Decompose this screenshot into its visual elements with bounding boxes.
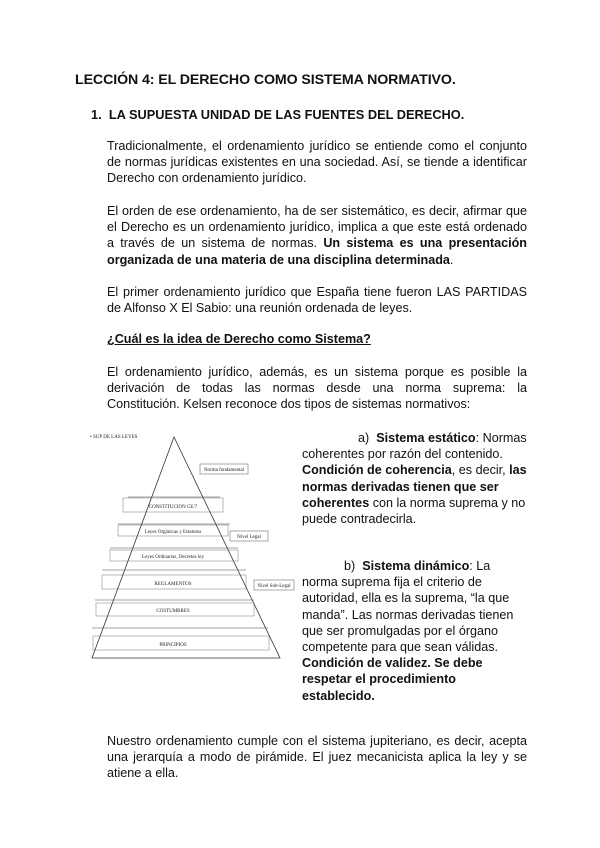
system-dynamic-term: Sistema dinámico <box>362 559 470 573</box>
system-static-t2: , es decir, <box>451 463 510 478</box>
paragraph-3 <box>75 284 527 316</box>
pyramid-level-3: Leyes Ordinarias, Decretos ley <box>142 555 204 560</box>
paragraph-5-text: Nuestro ordenamiento cumple con el sistema jupiteriano, es decir, acepta una jerarquía a modo de pirámide. El juez mecanicista aplica la ley y se atiene a ella. <box>107 734 527 781</box>
paragraph-2-bold: Un sistema es una presentación organizada de una materia de una disciplina determinada <box>107 236 527 267</box>
system-dynamic-b1: Condición de validez. Se debe respetar el procedimiento establecido. <box>302 656 483 703</box>
system-static-text <box>302 430 528 527</box>
system-static-term: Sistema estático <box>376 431 476 445</box>
side-label-1: Norma fundamental <box>203 468 245 473</box>
system-static-b1: Condición de coherencia <box>302 463 452 478</box>
pyramid-level-5: COSTUMBRES <box>156 609 190 614</box>
system-dynamic-t1: : La norma suprema fija el criterio de autoridad, ella es la suprema, “la que manda”. Las normas derivadas tienen que ser promulgadas por el órgano competente para que sean válidas. <box>302 559 514 655</box>
paragraph-1-text: Tradicionalmente, el ordenamiento jurídico se entiende como el conjunto de normas jurídicas existentes en una sociedad. Así, se tiende a identificar Derecho con ordenamiento jurídico. <box>107 139 527 186</box>
system-dynamic-item <box>302 558 528 704</box>
pyramid-level-2: Leyes Orgánicas y Estatutos <box>144 530 202 535</box>
question-heading: ¿Cuál es la idea de Derecho como Sistema? <box>107 332 371 346</box>
pyramid-level-1: CONSTITUCION CE/7 <box>148 505 198 510</box>
paragraph-2-end: . <box>449 252 454 267</box>
paragraph-2 <box>75 203 527 268</box>
paragraph-2-normal: El orden de ese ordenamiento, ha de ser sistemático, es decir, afirmar que el Derecho es un ordenamiento jurídico, implica a que este está ordenado a través de un sistema de normas. <box>107 204 527 251</box>
pyramid-outline <box>92 437 280 658</box>
pyramid-diagram <box>88 430 298 665</box>
section-heading <box>91 107 464 122</box>
system-static-t3: con la norma suprema y no puede contradecirla. <box>302 495 526 527</box>
side-label-2: Nivel Legal <box>237 535 261 540</box>
side-label-3: Nivel Sub-Legal <box>257 584 291 589</box>
system-static-marker: a) <box>358 431 370 445</box>
paragraph-5 <box>75 733 527 782</box>
pyramid-level-6: PRINCIPIOS <box>159 643 187 648</box>
system-dynamic-marker: b) <box>344 559 356 573</box>
system-static-item <box>302 430 528 527</box>
pyramid-level-4: REGLAMENTOS <box>154 582 192 587</box>
paragraph-4 <box>75 364 527 413</box>
paragraph-2-text <box>75 203 527 268</box>
paragraph-1 <box>75 138 527 187</box>
system-dynamic-text <box>302 558 528 704</box>
page-title: LECCIÓN 4: EL DERECHO COMO SISTEMA NORMATIVO. <box>75 72 456 88</box>
system-static-t1: : Normas coherentes por razón del contenido. <box>302 431 527 462</box>
paragraph-4-text: El ordenamiento jurídico, además, es un sistema porque es posible la derivación de todas las normas desde una norma suprema: la Constitución. Kelsen reconoce dos tipos de sistemas normativos: <box>107 365 527 412</box>
section-heading-text: LA SUPUESTA UNIDAD DE LAS FUENTES DEL DERECHO. <box>108 107 465 122</box>
paragraph-3-text: El primer ordenamiento jurídico que España tiene fueron LAS PARTIDAS de Alfonso X El Sabio: una reunión ordenada de leyes. <box>107 285 527 316</box>
section-number: 1. <box>91 107 102 122</box>
pyramid-top-label: • SUP DE LAS LEYES <box>90 435 138 440</box>
system-static-b2: las normas derivadas tienen que ser coherentes <box>302 463 527 510</box>
